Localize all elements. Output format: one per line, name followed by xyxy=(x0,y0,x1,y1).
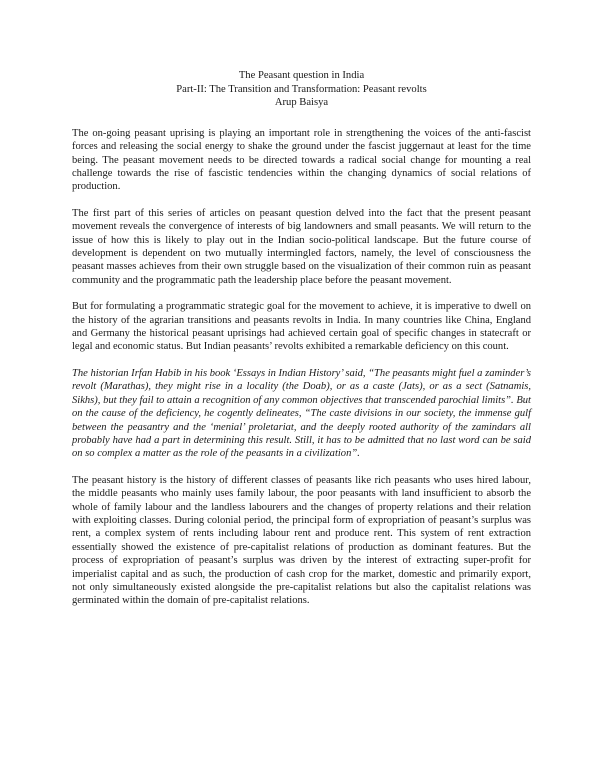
paragraph-intro: The on-going peasant uprising is playing an important role in strengthening the voices of the anti-fascist forces and releasing the social energy to shake the ground under the fascist juggernaut at least for the time being. The peasant movement needs to be directed towards a radical social change for mounting a real challenge towards the rise of fascistic tendencies within the changing dynamics of social relations of production. xyxy=(72,127,531,193)
document-title: The Peasant question in India xyxy=(238,70,365,81)
document-page xyxy=(72,69,531,621)
title-block xyxy=(72,69,531,110)
paragraph-programmatic-goal: But for formulating a programmatic strategic goal for the movement to achieve, it is imperative to dwell on the history of the agrarian transitions and peasants revolts in India. In many countries like China, England and Germany the historical peasant uprisings had achieved certain goal of specific changes in statecraft or legal and economic status. But Indian peasants’ revolts exhibited a remarkable deficiency on this count. xyxy=(72,301,531,353)
paragraph-peasant-history: The peasant history is the history of different classes of peasants like rich peasants who uses hired labour, the middle peasants who mainly uses family labour, the poor peasants with land insufficient to absorb the whole of family labour and the landless labourers and the changes of property relations and their relation with exploiting classes. During colonial period, the principal form of expropriation of peasant’s surplus was rent, a complex system of rents including labour rent and produce rent. This system of rent extraction essentially showed the existence of pre-capitalist relations of production as dominant features. But the process of expropriation of peasant’s surplus was driven by the interest of extracting super-profit for imperialist capital and as such, the production of cash crop for the market, domestic and primarily export, not only simultaneously existed alongside the pre-capitalist relations but also the capitalist relations was germinated within the domain of pre-capitalist relations. xyxy=(72,474,531,607)
paragraph-habib-quote: The historian Irfan Habib in his book ‘Essays in Indian History’ said, “The peasants might fuel a zaminder’s revolt (Marathas), they might rise in a locality (the Doab), or as a caste (Jats), or as a sect (Satnamis, Sikhs), but they fail to attain a recognition of any common objectives that transcended parochial limits”. But on the cause of the deficiency, he cogently delineates, “The caste divisions in our society, the immense gulf between the peasantry and the ‘menial’ proletariat, and the deeply rooted authority of the zamindars all probably have had a part in determining this result. Still, it has to be admitted that no last word can be said on so complex a matter as the role of the peasants in a civilization”. xyxy=(72,367,531,460)
document-author: Arup Baisya xyxy=(274,97,329,109)
document-subtitle: Part-II: The Transition and Transformation: Peasant revolts xyxy=(176,83,427,95)
paragraph-first-part-recap: The first part of this series of articles on peasant question delved into the fact that the present peasant movement reveals the convergence of interests of big landowners and small peasants. We will return to the issue of how this is likely to play out in the Indian socio-political landscape. But the future course of development is dependent on two mutually intermingled factors, namely, the level of consciousness the peasant masses achieves from their own struggle based on the visualization of their common ruin as peasant community and the programmatic path the leadership place before the peasant movement. xyxy=(72,207,531,286)
